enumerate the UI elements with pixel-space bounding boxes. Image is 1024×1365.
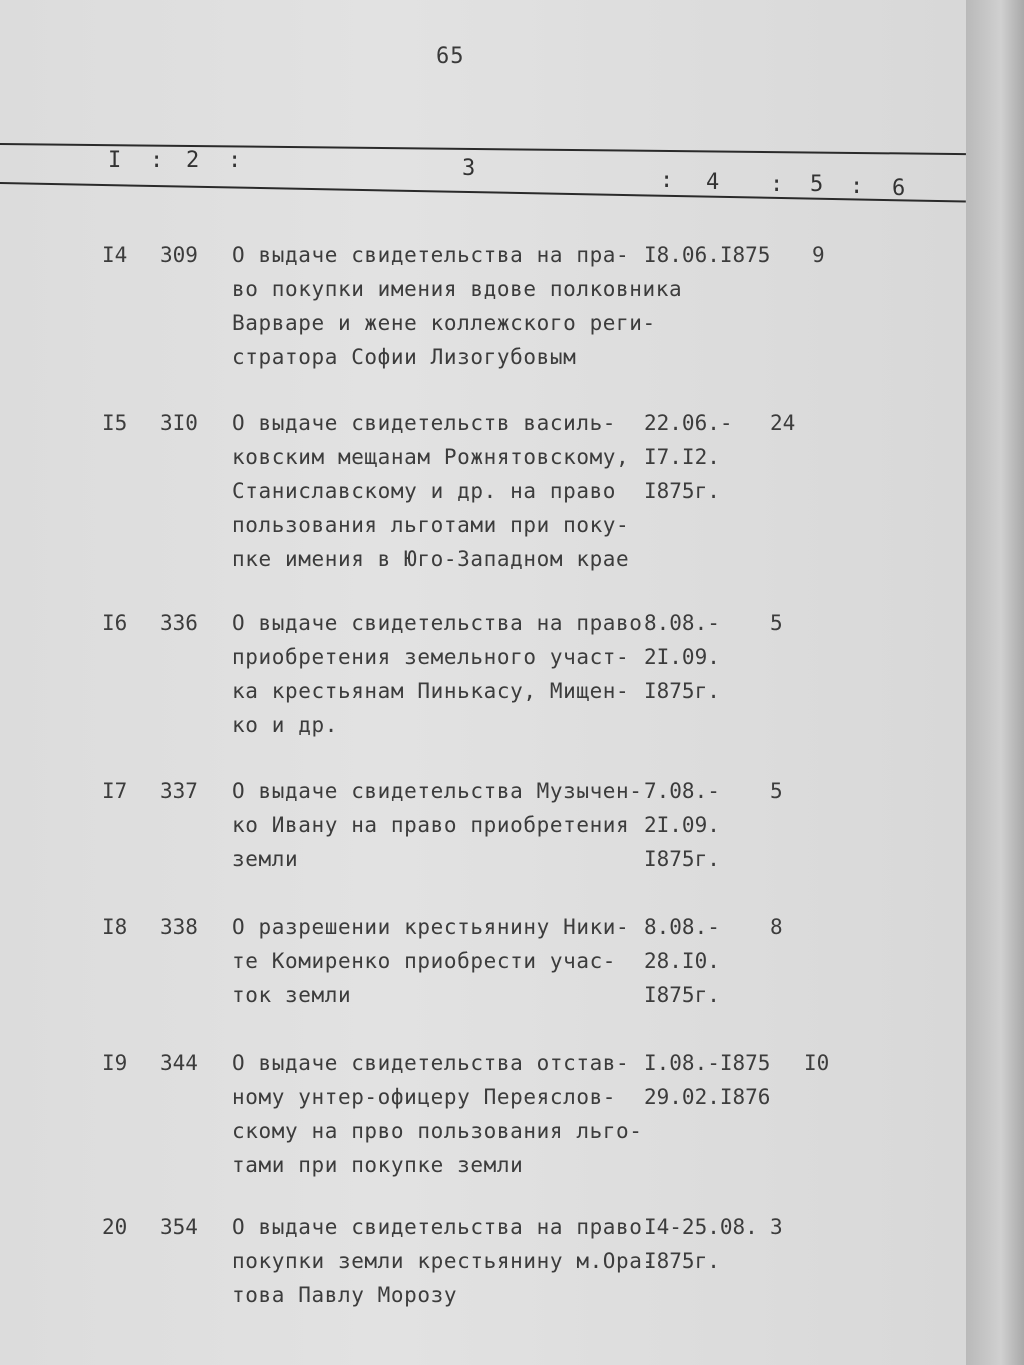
record-title <box>232 606 643 742</box>
record-title-line: О выдаче свидетельства на право <box>232 611 643 635</box>
record-reference: 309 <box>160 243 198 267</box>
record-date-line: 2I.09. <box>644 813 720 837</box>
record-title-line: ток земли <box>232 983 352 1007</box>
record-title <box>232 774 643 876</box>
record-sheet-count: 8 <box>770 915 783 939</box>
record-title-line: во покупки имения вдове полковника <box>232 277 683 301</box>
record-dates <box>644 774 720 876</box>
record-title <box>232 910 629 1012</box>
record-reference: 337 <box>160 779 198 803</box>
record-date-line: 8.08.- <box>644 611 720 635</box>
record-title-line: О разрешении крестьянину Ники- <box>232 915 630 939</box>
record-sheet-count: I0 <box>804 1051 830 1075</box>
record-reference: 336 <box>160 611 198 635</box>
record-reference: 338 <box>160 915 198 939</box>
record-date-line: 28.I0. <box>644 949 720 973</box>
record-title-line: те Комиренко приобрести учас- <box>232 949 617 973</box>
record-dates <box>644 406 733 508</box>
record-number: 20 <box>102 1215 128 1239</box>
record-date-line: I875г. <box>644 679 720 703</box>
record-dates <box>644 238 770 272</box>
page-edge <box>966 0 1024 1365</box>
header-separator: : <box>228 148 242 173</box>
record-reference: 354 <box>160 1215 198 1239</box>
header-top-rule <box>0 143 966 155</box>
record-title-line: земли <box>232 847 299 871</box>
record-date-line: 22.06.- <box>644 411 733 435</box>
record-title <box>232 1046 643 1182</box>
header-separator: : <box>770 172 784 197</box>
record-dates <box>644 910 720 1012</box>
record-title <box>232 1210 656 1312</box>
record-title-line: О выдаче свидетельств василь- <box>232 411 617 435</box>
record-title-line: покупки земли крестьянину м.Ора- <box>232 1249 656 1273</box>
record-title-line: ка крестьянам Пинькасу, Мищен- <box>232 679 630 703</box>
record-sheet-count: 24 <box>770 411 796 435</box>
record-sheet-count: 5 <box>770 611 783 635</box>
record-title <box>232 238 682 374</box>
header-separator: : <box>850 174 864 199</box>
record-dates <box>644 606 720 708</box>
record-title-line: тами при покупке земли <box>232 1153 524 1177</box>
record-number: I4 <box>102 243 128 267</box>
header-col-6: 6 <box>892 176 906 201</box>
record-date-line: I875г. <box>644 847 720 871</box>
record-date-line: I875г. <box>644 1249 720 1273</box>
record-number: I6 <box>102 611 128 635</box>
record-title-line: Варваре и жене коллежского реги- <box>232 311 656 335</box>
record-number: I9 <box>102 1051 128 1075</box>
record-date-line: 2I.09. <box>644 645 720 669</box>
record-title-line: приобретения земельного участ- <box>232 645 630 669</box>
record-date-line: I.08.-I875 <box>644 1051 771 1075</box>
record-title-line: ко Ивану на право приобретения <box>232 813 630 837</box>
record-title-line: О выдаче свидетельства на пра- <box>232 243 630 267</box>
record-title-line: пользования льготами при поку- <box>232 513 630 537</box>
header-col-3: 3 <box>462 156 476 181</box>
record-title-line: скому на прво пользования льго- <box>232 1119 643 1143</box>
record-title-line: Станиславскому и др. на право <box>232 479 617 503</box>
record-title <box>232 406 629 576</box>
record-date-line: 7.08.- <box>644 779 720 803</box>
record-sheet-count: 3 <box>770 1215 783 1239</box>
record-reference: 344 <box>160 1051 198 1075</box>
record-title-line: О выдаче свидетельства Музычен- <box>232 779 643 803</box>
record-date-line: I7.I2. <box>644 445 720 469</box>
record-date-line: I4-25.08. <box>644 1215 758 1239</box>
record-date-line: I875г. <box>644 479 720 503</box>
header-separator: : <box>660 168 674 193</box>
record-date-line: 8.08.- <box>644 915 720 939</box>
record-dates <box>644 1046 770 1114</box>
record-title-line: стратора Софии Лизогубовым <box>232 345 577 369</box>
header-col-2: 2 <box>186 148 200 173</box>
record-title-line: ковским мещанам Рожнятовскому, <box>232 445 630 469</box>
record-date-line: 29.02.I876 <box>644 1085 771 1109</box>
record-sheet-count: 5 <box>770 779 783 803</box>
header-col-4: 4 <box>706 170 720 195</box>
record-number: I8 <box>102 915 128 939</box>
record-title-line: ному унтер-офицеру Переяслов- <box>232 1085 617 1109</box>
header-col-5: 5 <box>810 172 824 197</box>
record-reference: 3I0 <box>160 411 198 435</box>
record-title-line: пке имения в Юго-Западном крае <box>232 547 630 571</box>
record-sheet-count: 9 <box>812 243 825 267</box>
record-title-line: ко и др. <box>232 713 338 737</box>
header-col-1: I <box>108 148 122 173</box>
record-date-line: I875г. <box>644 983 720 1007</box>
record-dates <box>644 1210 758 1278</box>
record-title-line: О выдаче свидетельства на право <box>232 1215 643 1239</box>
record-number: I5 <box>102 411 128 435</box>
record-title-line: О выдаче свидетельства отстав- <box>232 1051 630 1075</box>
record-date-line: I8.06.I875 <box>644 243 771 267</box>
header-separator: : <box>150 148 164 173</box>
record-number: I7 <box>102 779 128 803</box>
page-number: 65 <box>436 44 465 69</box>
record-title-line: това Павлу Морозу <box>232 1283 458 1307</box>
